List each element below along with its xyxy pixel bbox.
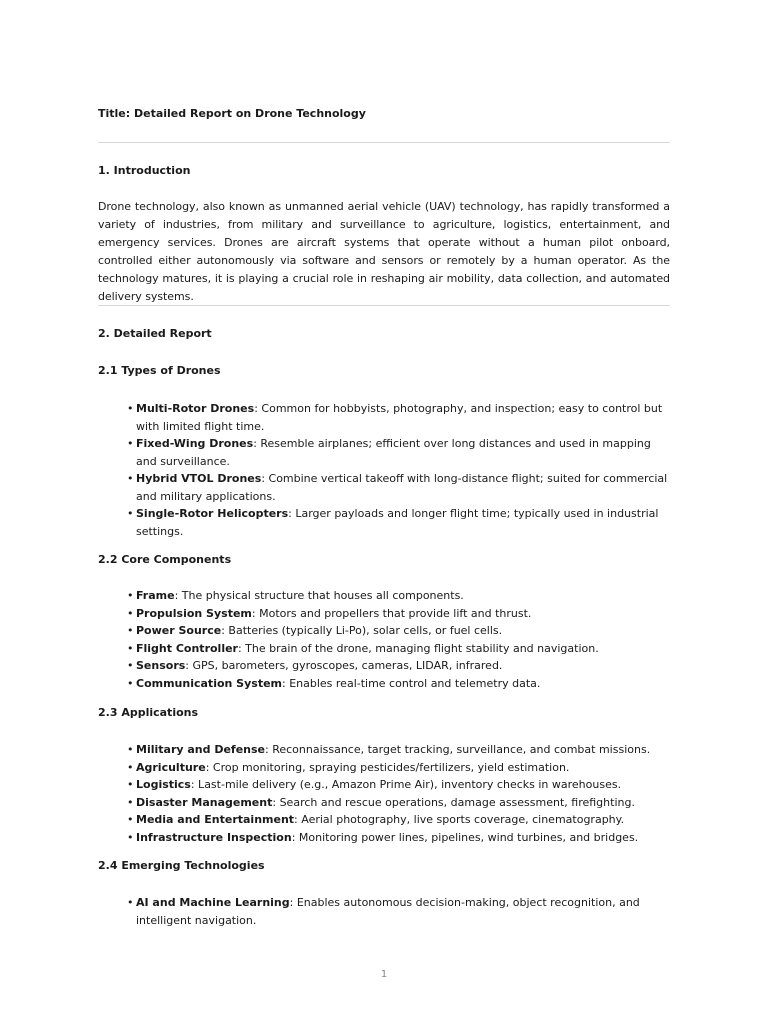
divider bbox=[98, 305, 670, 306]
item-description: : Larger payloads and longer flight time; typically used in industrial settings. bbox=[136, 507, 659, 538]
item-description: : Combine vertical takeoff with long-distance flight; suited for commercial and military applications. bbox=[136, 472, 668, 503]
divider bbox=[98, 142, 670, 143]
intro-paragraph: Drone technology, also known as unmanned aerial vehicle (UAV) technology, has rapidly transformed a variety of industries, from military and surveillance to agriculture, logistics, entertainment, and emergency services. Drones are aircraft systems that operate without a human pilot onboard, controlled either autonomously via software and sensors or remotely by a human operator. As the technology matures, it is playing a crucial role in reshaping air mobility, data collection, and automated delivery systems. bbox=[98, 200, 670, 303]
list-item bbox=[98, 794, 670, 812]
types-heading: 2.1 Types of Drones bbox=[98, 364, 221, 377]
item-description: : Aerial photography, live sports coverage, cinematography. bbox=[294, 813, 625, 826]
emerging-list bbox=[98, 894, 670, 929]
list-item bbox=[98, 675, 670, 693]
list-item bbox=[98, 657, 670, 675]
item-term: Agriculture bbox=[136, 760, 206, 774]
item-description: : Monitoring power lines, pipelines, wind turbines, and bridges. bbox=[291, 830, 639, 844]
item-term: Frame bbox=[136, 589, 175, 602]
item-description: : Enables autonomous decision-making, object recognition, and intelligent navigation. bbox=[136, 896, 640, 927]
item-term: Single-Rotor Helicopters bbox=[136, 507, 289, 520]
components-heading: 2.2 Core Components bbox=[98, 553, 232, 566]
item-term: Disaster Management bbox=[136, 795, 273, 809]
list-item bbox=[98, 587, 670, 605]
item-description: : Reconnaissance, target tracking, surveillance, and combat missions. bbox=[265, 743, 651, 756]
list-item bbox=[98, 435, 670, 470]
item-term: Hybrid VTOL Drones bbox=[136, 472, 262, 485]
item-term: Military and Defense bbox=[136, 743, 265, 756]
applications-heading: 2.3 Applications bbox=[98, 706, 199, 719]
list-item bbox=[98, 640, 670, 658]
types-list bbox=[98, 400, 670, 540]
item-term: Infrastructure Inspection bbox=[136, 830, 292, 844]
item-term: Fixed-Wing Drones bbox=[136, 437, 254, 450]
list-item bbox=[98, 505, 670, 540]
list-item bbox=[98, 894, 670, 929]
item-description: : Batteries (typically Li-Po), solar cells, or fuel cells. bbox=[221, 624, 503, 637]
item-term: Flight Controller bbox=[136, 641, 238, 655]
item-description: : The brain of the drone, managing flight stability and navigation. bbox=[237, 641, 599, 655]
item-term: AI and Machine Learning bbox=[136, 896, 290, 909]
emerging-heading: 2.4 Emerging Technologies bbox=[98, 859, 265, 872]
list-item bbox=[98, 470, 670, 505]
item-description: : Resemble airplanes; efficient over long distances and used in mapping and surveillance. bbox=[136, 437, 651, 468]
item-term: Logistics bbox=[136, 778, 191, 791]
item-term: Propulsion System bbox=[136, 606, 252, 620]
item-description: : Crop monitoring, spraying pesticides/fertilizers, yield estimation. bbox=[205, 760, 570, 774]
applications-list bbox=[98, 741, 670, 846]
document-title: Title: Detailed Report on Drone Technology bbox=[98, 107, 366, 120]
list-item bbox=[98, 759, 670, 777]
item-term: Multi-Rotor Drones bbox=[136, 402, 255, 415]
list-item bbox=[98, 811, 670, 829]
item-description: : Search and rescue operations, damage assessment, firefighting. bbox=[272, 795, 635, 809]
item-term: Communication System bbox=[136, 676, 282, 690]
list-item bbox=[98, 741, 670, 759]
item-term: Media and Entertainment bbox=[136, 813, 295, 826]
list-item bbox=[98, 776, 670, 794]
list-item bbox=[98, 605, 670, 623]
components-list bbox=[98, 587, 670, 692]
item-description: : Motors and propellers that provide lift and thrust. bbox=[251, 606, 532, 620]
item-term: Power Source bbox=[136, 624, 222, 637]
item-description: : Last-mile delivery (e.g., Amazon Prime Air), inventory checks in warehouses. bbox=[190, 778, 622, 791]
intro-heading: 1. Introduction bbox=[98, 164, 191, 177]
list-item bbox=[98, 622, 670, 640]
list-item bbox=[98, 400, 670, 435]
item-description: : The physical structure that houses all components. bbox=[174, 589, 464, 602]
list-item bbox=[98, 829, 670, 847]
item-description: : Enables real-time control and telemetry data. bbox=[282, 676, 541, 690]
item-description: : Common for hobbyists, photography, and inspection; easy to control but with limited flight time. bbox=[136, 402, 663, 433]
item-description: : GPS, barometers, gyroscopes, cameras, LIDAR, infrared. bbox=[185, 659, 503, 672]
page-number: 1 bbox=[380, 969, 388, 980]
report-heading: 2. Detailed Report bbox=[98, 327, 212, 340]
item-term: Sensors bbox=[136, 659, 186, 672]
